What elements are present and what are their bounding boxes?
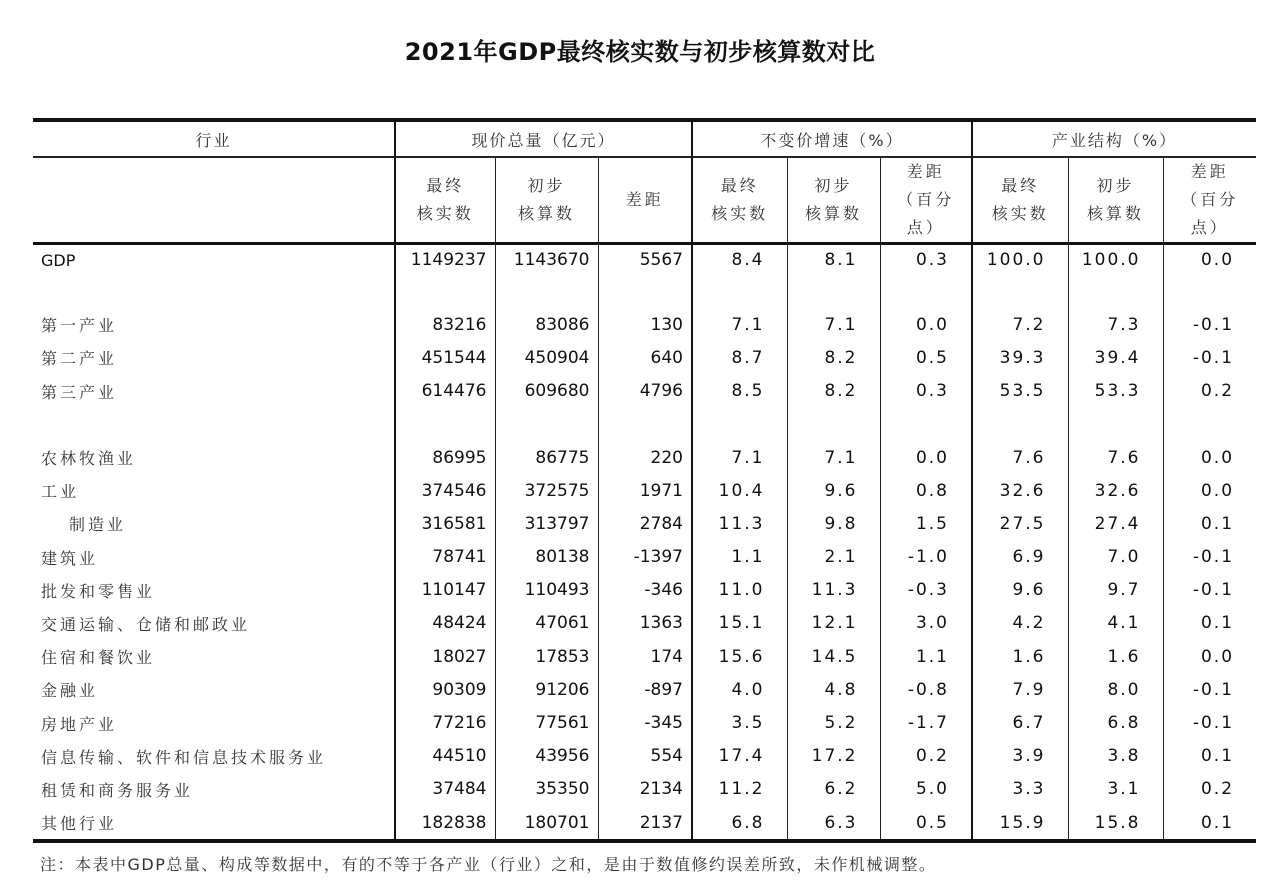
subheader-line: 核实数 [711,204,769,223]
cell-current-price-prelim [495,408,598,441]
cell-structure-final: 53.5 [972,375,1068,408]
cell-growth-prelim: 5.2 [787,706,880,739]
subheader-current-price-prelim [495,157,598,244]
cell-current-price-diff: 640 [598,341,692,374]
cell-structure-prelim: 1.6 [1068,640,1163,673]
cell-growth-final: 11.3 [692,507,787,540]
cell-structure-prelim: 15.8 [1068,806,1163,841]
subheader-line: 最终 [1001,176,1040,195]
subheader-line: 核实数 [991,204,1049,223]
cell-structure-diff: 0.0 [1163,244,1256,276]
cell-structure-prelim: 53.3 [1068,375,1163,408]
cell-current-price-final: 44510 [395,740,495,773]
table-row [33,640,1256,673]
cell-growth-prelim: 8.2 [787,375,880,408]
cell-growth-prelim [787,275,880,308]
cell-structure-diff: -0.1 [1163,706,1256,739]
cell-current-price-final [395,275,495,308]
cell-current-price-diff: 2137 [598,806,692,841]
cell-current-price-final: 374546 [395,474,495,507]
cell-growth-diff: 0.8 [880,474,972,507]
cell-current-price-prelim: 77561 [495,706,598,739]
cell-current-price-diff: 1363 [598,607,692,640]
cell-growth-prelim: 11.3 [787,574,880,607]
cell-growth-diff: 5.0 [880,773,972,806]
industry-name: 金融业 [41,681,99,701]
cell-growth-diff: 0.0 [880,441,972,474]
cell-structure-prelim: 7.3 [1068,308,1163,341]
cell-current-price-prelim: 80138 [495,541,598,574]
table-row [33,607,1256,640]
cell-structure-final: 7.2 [972,308,1068,341]
industry-name: 工业 [41,482,80,502]
cell-current-price-final: 48424 [395,607,495,640]
industry-name: 制造业 [69,515,127,535]
subheader-current-price-final [395,157,495,244]
cell-structure-prelim: 4.1 [1068,607,1163,640]
cell-structure-diff: -0.1 [1163,673,1256,706]
table-row [33,740,1256,773]
cell-current-price-diff [598,408,692,441]
cell-current-price-prelim: 17853 [495,640,598,673]
cell-structure-prelim: 9.7 [1068,574,1163,607]
cell-structure-final: 39.3 [972,341,1068,374]
cell-structure-prelim: 7.0 [1068,541,1163,574]
cell-structure-diff [1163,408,1256,441]
cell-current-price-prelim [495,275,598,308]
cell-growth-prelim: 4.8 [787,673,880,706]
cell-structure-prelim: 7.6 [1068,441,1163,474]
table-row [33,773,1256,806]
cell-structure-diff: 0.1 [1163,740,1256,773]
cell-structure-final: 7.6 [972,441,1068,474]
cell-structure-diff: 0.0 [1163,441,1256,474]
table-row [33,244,1256,276]
subheader-line: 差距 [906,162,945,181]
cell-current-price-final: 182838 [395,806,495,841]
subheader-growth-final [692,157,787,244]
cell-current-price-final: 451544 [395,341,495,374]
cell-structure-prelim [1068,275,1163,308]
industry-name: 信息传输、软件和信息技术服务业 [41,747,327,767]
cell-current-price-diff: 2784 [598,507,692,540]
cell-current-price-diff: 1971 [598,474,692,507]
table-row [33,541,1256,574]
subheader-line: 点） [1190,218,1229,237]
cell-structure-final: 4.2 [972,607,1068,640]
cell-structure-diff: 0.1 [1163,507,1256,540]
cell-structure-final: 9.6 [972,574,1068,607]
subheader-structure-final [972,157,1068,244]
cell-current-price-final: 110147 [395,574,495,607]
industry-name: 第二产业 [41,349,118,369]
cell-structure-final: 6.9 [972,541,1068,574]
cell-growth-prelim: 8.2 [787,341,880,374]
subheader-growth-prelim [787,157,880,244]
cell-structure-prelim: 32.6 [1068,474,1163,507]
cell-structure-final: 32.6 [972,474,1068,507]
header-group-current-price: 现价总量（亿元） [395,120,692,157]
table-row [33,341,1256,374]
cell-structure-final [972,408,1068,441]
cell-structure-prelim: 39.4 [1068,341,1163,374]
cell-growth-final: 4.0 [692,673,787,706]
subheader-growth-diff [880,157,972,244]
cell-structure-prelim: 3.1 [1068,773,1163,806]
cell-current-price-final: 86995 [395,441,495,474]
header-industry-blank [33,157,395,244]
cell-current-price-diff: 2134 [598,773,692,806]
cell-current-price-prelim: 43956 [495,740,598,773]
cell-structure-diff: 0.2 [1163,773,1256,806]
industry-name: 房地产业 [41,714,118,734]
cell-growth-prelim: 9.8 [787,507,880,540]
subheader-line: （百分 [897,190,955,209]
cell-current-price-diff: 554 [598,740,692,773]
subheader-structure-prelim [1068,157,1163,244]
cell-current-price-final: 316581 [395,507,495,540]
cell-growth-final: 1.1 [692,541,787,574]
cell-structure-diff [1163,275,1256,308]
subheader-line: 核算数 [517,204,575,223]
cell-structure-final: 27.5 [972,507,1068,540]
subheader-structure-diff [1163,157,1256,244]
industry-name: 住宿和餐饮业 [41,648,156,668]
cell-current-price-prelim: 609680 [495,375,598,408]
cell-current-price-final: 1149237 [395,244,495,276]
cell-growth-final: 8.7 [692,341,787,374]
cell-structure-prelim: 27.4 [1068,507,1163,540]
industry-name: 建筑业 [41,548,99,568]
cell-current-price-diff: 5567 [598,244,692,276]
cell-growth-prelim: 6.3 [787,806,880,841]
cell-current-price-diff: -346 [598,574,692,607]
table-row [33,441,1256,474]
industry-name: 农林牧渔业 [41,449,137,469]
cell-growth-diff: 3.0 [880,607,972,640]
table-title: 2021年GDP最终核实数与初步核算数对比 [404,38,876,66]
industry-name [33,408,395,441]
cell-current-price-diff: 174 [598,640,692,673]
table-row [33,673,1256,706]
cell-structure-prelim: 100.0 [1068,244,1163,276]
industry-name: 第三产业 [41,382,118,402]
header-group-structure: 产业结构（%） [972,120,1256,157]
cell-growth-final: 8.5 [692,375,787,408]
subheader-current-price-diff [598,157,692,244]
subheader-line: 核实数 [416,204,474,223]
cell-current-price-prelim: 110493 [495,574,598,607]
cell-growth-diff: 0.3 [880,375,972,408]
cell-growth-final: 3.5 [692,706,787,739]
industry-name: 交通运输、仓储和邮政业 [41,614,251,634]
cell-structure-diff: -0.1 [1163,541,1256,574]
cell-growth-final: 15.1 [692,607,787,640]
cell-growth-prelim: 8.1 [787,244,880,276]
cell-growth-prelim: 7.1 [787,308,880,341]
subheader-line: 最终 [426,176,465,195]
cell-growth-diff: -1.0 [880,541,972,574]
cell-current-price-final: 614476 [395,375,495,408]
cell-growth-prelim: 6.2 [787,773,880,806]
cell-structure-diff: 0.0 [1163,640,1256,673]
cell-growth-diff [880,275,972,308]
table-row [33,806,1256,841]
cell-growth-final: 7.1 [692,308,787,341]
cell-structure-diff: 0.2 [1163,375,1256,408]
cell-current-price-prelim: 91206 [495,673,598,706]
spacer-row [33,408,1256,441]
subheader-line: 初步 [1096,176,1135,195]
industry-name: 第一产业 [41,316,118,336]
subheader-line: 初步 [814,176,853,195]
cell-current-price-diff: 4796 [598,375,692,408]
cell-structure-prelim: 8.0 [1068,673,1163,706]
cell-growth-final: 6.8 [692,806,787,841]
cell-growth-prelim: 17.2 [787,740,880,773]
subheader-line: 点） [906,218,945,237]
cell-growth-final: 10.4 [692,474,787,507]
cell-structure-diff: -0.1 [1163,574,1256,607]
cell-structure-final: 6.7 [972,706,1068,739]
cell-structure-final: 15.9 [972,806,1068,841]
cell-current-price-prelim: 47061 [495,607,598,640]
table-row [33,706,1256,739]
cell-structure-diff: 0.0 [1163,474,1256,507]
cell-current-price-final: 77216 [395,706,495,739]
cell-current-price-final: 78741 [395,541,495,574]
cell-growth-diff: -0.8 [880,673,972,706]
cell-current-price-final: 83216 [395,308,495,341]
cell-current-price-diff: -1397 [598,541,692,574]
cell-structure-prelim: 3.8 [1068,740,1163,773]
table-row [33,574,1256,607]
cell-growth-diff: 1.5 [880,507,972,540]
cell-current-price-prelim: 83086 [495,308,598,341]
cell-growth-final [692,408,787,441]
footnote: 注：本表中GDP总量、构成等数据中，有的不等于各产业（行业）之和，是由于数值修约误差所致，未作机械调整。 [40,855,937,874]
gdp-comparison-table [33,118,1256,843]
subheader-line: 初步 [527,176,566,195]
cell-growth-final: 11.2 [692,773,787,806]
subheader-line: 核算数 [804,204,862,223]
header-group-constant-growth: 不变价增速（%） [692,120,972,157]
table-row [33,474,1256,507]
cell-growth-diff: 0.5 [880,806,972,841]
table-row [33,375,1256,408]
cell-growth-final: 11.0 [692,574,787,607]
cell-structure-diff: 0.1 [1163,607,1256,640]
cell-current-price-final: 90309 [395,673,495,706]
cell-growth-diff: 0.0 [880,308,972,341]
cell-growth-final: 17.4 [692,740,787,773]
cell-growth-final [692,275,787,308]
cell-current-price-prelim: 450904 [495,341,598,374]
subheader-line: 最终 [720,176,759,195]
cell-growth-final: 7.1 [692,441,787,474]
cell-structure-prelim [1068,408,1163,441]
subheader-line: 差距 [1190,162,1229,181]
cell-growth-prelim [787,408,880,441]
cell-growth-final: 8.4 [692,244,787,276]
cell-current-price-diff: 130 [598,308,692,341]
cell-growth-prelim: 2.1 [787,541,880,574]
spacer-row [33,275,1256,308]
cell-growth-final: 15.6 [692,640,787,673]
cell-current-price-diff: -897 [598,673,692,706]
subheader-line: 差距 [625,190,664,209]
table-row [33,308,1256,341]
cell-structure-final: 7.9 [972,673,1068,706]
cell-structure-final: 100.0 [972,244,1068,276]
industry-name [33,275,395,308]
industry-name: 其他行业 [33,806,395,841]
cell-structure-diff: 0.1 [1163,806,1256,841]
cell-growth-prelim: 14.5 [787,640,880,673]
cell-growth-prelim: 12.1 [787,607,880,640]
industry-name: 批发和零售业 [41,581,156,601]
cell-structure-diff: -0.1 [1163,308,1256,341]
cell-current-price-prelim: 313797 [495,507,598,540]
cell-current-price-diff: -345 [598,706,692,739]
cell-current-price-prelim: 35350 [495,773,598,806]
cell-current-price-final: 37484 [395,773,495,806]
cell-structure-final: 1.6 [972,640,1068,673]
industry-name: 租赁和商务服务业 [41,780,194,800]
subheader-line: 核算数 [1086,204,1144,223]
cell-current-price-prelim: 372575 [495,474,598,507]
cell-structure-final: 3.3 [972,773,1068,806]
cell-current-price-final [395,408,495,441]
header-industry: 行业 [33,120,395,157]
subheader-line: （百分 [1181,190,1239,209]
industry-name: GDP [41,250,76,270]
cell-structure-final [972,275,1068,308]
cell-current-price-diff [598,275,692,308]
cell-growth-diff [880,408,972,441]
cell-current-price-prelim: 86775 [495,441,598,474]
cell-growth-diff: 1.1 [880,640,972,673]
cell-current-price-prelim: 1143670 [495,244,598,276]
cell-growth-diff: -1.7 [880,706,972,739]
cell-growth-prelim: 9.6 [787,474,880,507]
cell-structure-final: 3.9 [972,740,1068,773]
cell-growth-prelim: 7.1 [787,441,880,474]
cell-structure-diff: -0.1 [1163,341,1256,374]
cell-current-price-final: 18027 [395,640,495,673]
cell-current-price-prelim: 180701 [495,806,598,841]
table-row [33,507,1256,540]
cell-current-price-diff: 220 [598,441,692,474]
cell-structure-prelim: 6.8 [1068,706,1163,739]
cell-growth-diff: 0.3 [880,244,972,276]
cell-growth-diff: -0.3 [880,574,972,607]
cell-growth-diff: 0.5 [880,341,972,374]
cell-growth-diff: 0.2 [880,740,972,773]
